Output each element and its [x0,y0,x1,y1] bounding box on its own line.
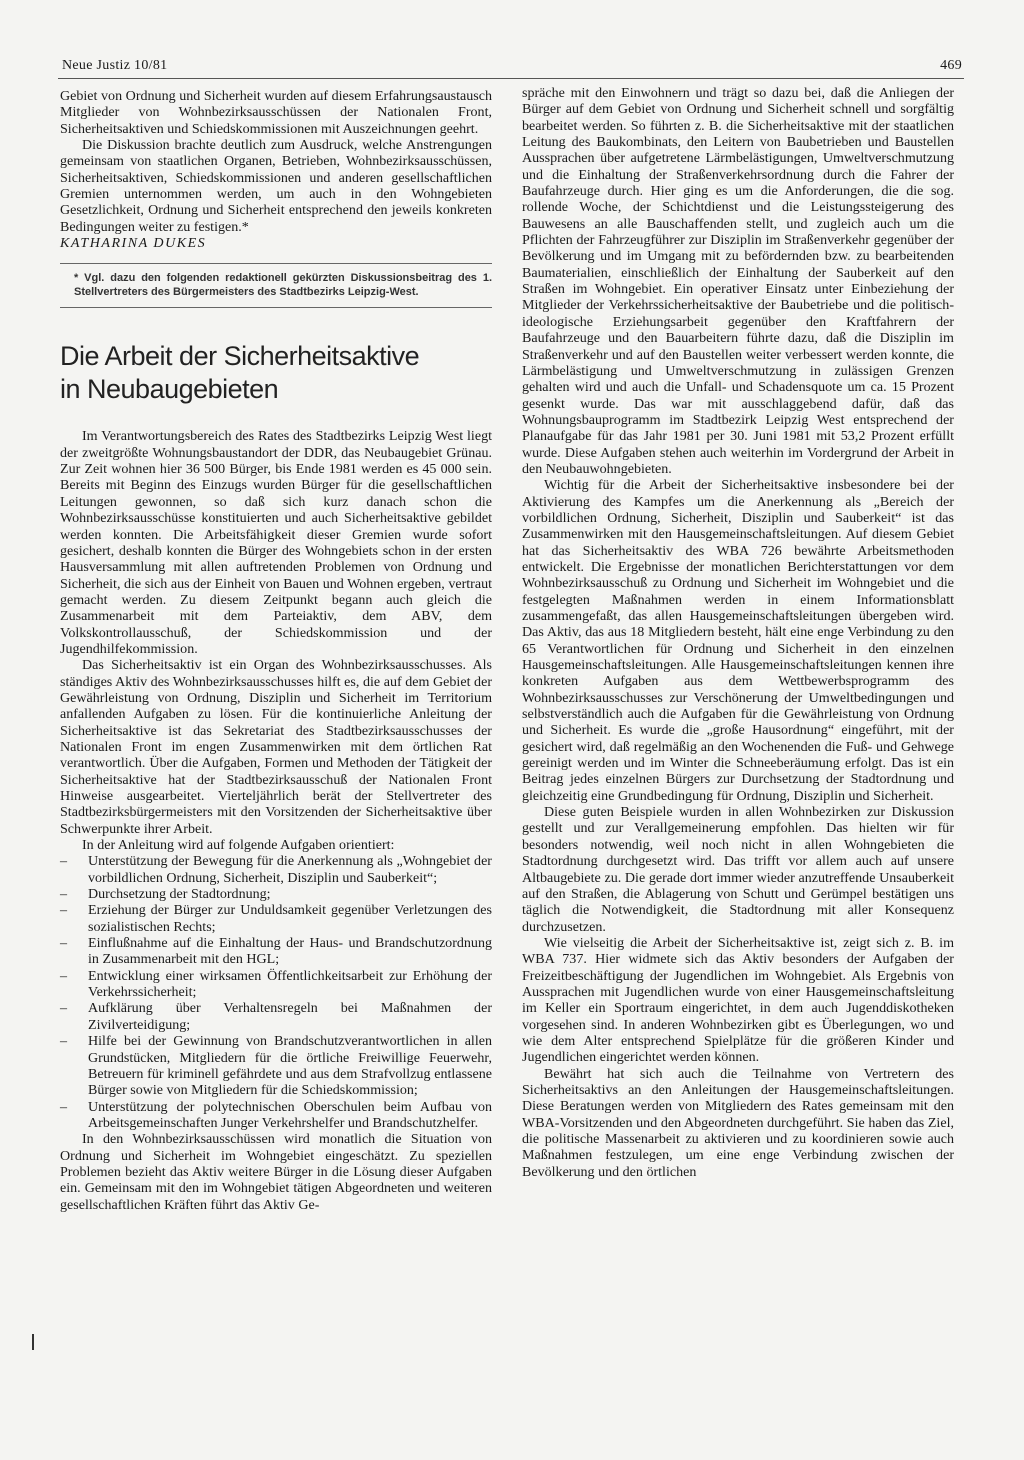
page-number: 469 [940,58,962,73]
paragraph: Bewährt hat sich auch die Teilnahme von Vertretern des Sicherheitsaktivs an den Anleitungen der Hausgemeinschaftsleitungen. Diese Beratungen werden von Mitgliedern des Rates gemeinsam mit den WBA-Vorsitzenden und den Abgeordneten durchgeführt. Sie haben das Ziel, die politische Massenarbeit zu aktivieren und zu koordinieren sowie auch Maßnahmen festzulegen, um eine enge Verbindung zwischen der Bevölkerung und den örtlichen [522,1065,954,1180]
journal-title: Neue Justiz 10/81 [62,58,168,73]
list-item: – Durchsetzung der Stadtordnung; [60,886,492,902]
paragraph: In den Wohnbezirksausschüssen wird monatlich die Situation von Ordnung und Sicherheit im Wohngebiet eingeschätzt. Zu speziellen Problemen bezieht das Aktiv weitere Bürger in die Lösung dieser Aufgaben ein. Gemeinsam mit den im Wohngebiet tätigen Abgeordneten und weiteren gesellschaftlichen Kräften führt das Aktiv Ge- [60,1131,492,1213]
margin-mark [32,1334,34,1350]
right-column [522,85,954,1180]
title-line: Die Arbeit der Sicherheitsaktive [60,341,420,372]
paragraph: Die Diskussion brachte deutlich zum Ausdruck, welche Anstrengungen gemeinsam von staatlichen Organen, Betrieben, Wohnbezirksausschüssen, Sicherheitsaktiven, Schiedskommissionen und anderen gesellschaftlichen Gremien unternommen werden, um auch in den Wohngebieten Gesetzlichkeit, Ordnung und Sicherheit entsprechend den jeweils konkreten Bedingungen weiter zu festigen.* [60,137,492,235]
header-rule [58,78,964,79]
title-line: in Neubaugebieten [60,374,279,405]
paragraph: Wie vielseitig die Arbeit der Sicherheitsaktive ist, zeigt sich z. B. im WBA 737. Hier widmete sich das Aktiv besonders der Aufgaben der Freizeitbeschäftigung der Jugendlichen im Wohngebiet. Als Ergebnis von Aussprachen mit Jugendlichen wurde von einer Hausgemeinschaftsleitung im Keller ein Sportraum eingerichtet, in dem auch Jugenddiskotheken vorgesehen sind. In anderen Wohnbezirken gibt es Überlegungen, wo und wie dem Alter entsprechend Spielplätze für die größeren Kinder und Jugendlichen eingerichtet werden können. [522,934,954,1066]
list-item: – Erziehung der Bürger zur Unduldsamkeit gegenüber Verletzungen des sozialistischen Rechts; [60,902,492,935]
list-item: – Unterstützung der polytechnischen Oberschulen beim Aufbau von Arbeitsgemeinschaften Junger Verkehrshelfer und Brandschutzhelfer. [60,1099,492,1132]
paragraph: In der Anleitung wird auf folgende Aufgaben orientiert: [82,837,395,854]
paragraph: Wichtig für die Arbeit der Sicherheitsaktive insbesondere bei der Aktivierung des Kampfes um die Anerkennung als „Bereich der vorbildlichen Ordnung, Sicherheit, Disziplin und Sauberkeit“ ist das Zusammenwirken mit den Hausgemeinschaftsleitungen. Auf diesem Gebiet hat das Sicherheitsaktiv des WBA 726 bewährte Arbeitsmethoden entwickelt. Die Ergebnisse der monatlichen Berichterstattungen vor dem Wohnbezirksausschuß zu Ordnung und Sicherheit im Wohngebiet und die festgelegten Maßnahmen werden in einem Informationsblatt zusammengefaßt, das allen Hausgemeinschaftsleitungen übergeben wird. Das Aktiv, das aus 18 Mitgliedern besteht, hält eine enge Verbindung zu den 65 Verantwortlichen für Ordnung und Sicherheit in den einzelnen Hausgemeinschaftsleitungen. Alle Hausgemeinschaftsleitungen kennen ihre konkreten Aufgaben aus dem Wettbewerbsprogramm des Wohnbezirksausschusses zur Verschönerung der Umweltbedingungen und selbstverständlich auch die Aufgaben für die Gewährleistung von Ordnung und Sicherheit. Es wurde die „große Hausordnung“ eingeführt, mit der gesichert wird, daß regelmäßig an den Wochenenden die Fuß- und Gehwege gereinigt werden und im Winter die Schneeberäumung erfolgt. Das ist ein Beitrag jedes einzelnen Bürgers zur Durchsetzung der Stadtordnung und gleichzeitig eine Grundbedingung für Ordnung, Disziplin und Sicherheit. [522,477,954,804]
paragraph: Diese guten Beispiele wurden in allen Wohnbezirken zur Diskussion gestellt und zur Verallgemeinerung empfohlen. Das hielten wir für besonders notwendig, weil noch nicht in allen Wohngebieten die Stadtordnung durchgesetzt wird. Das trifft vor allem auch auf unsere Altbaugebiete zu. Die gerade dort immer wieder anzutreffende Unsauberkeit auf den Straßen, die Ablagerung von Schutt und Gerümpel bestätigen uns täglich die Notwendigkeit, die Stadtordnung mit aller Konsequenz durchzusetzen. [522,804,954,935]
footnote-rule [60,263,492,264]
task-list [60,853,492,1131]
paragraph: Das Sicherheitsaktiv ist ein Organ des Wohnbezirksausschusses. Als ständiges Aktiv des Wohnbezirksausschusses hilft es, die auf dem Gebiet der Gewährleistung von Ordnung, Disziplin und Sicherheit im Territorium anfallenden Aufgaben zu lösen. Für die kontinuierliche Anleitung der Sicherheitsaktive ist das Sekretariat des Stadtbezirksausschusses der Nationalen Front im engen Zusammenwirken mit dem örtlichen Rat verantwortlich. Über die Aufgaben, Formen und Methoden der Tätigkeit der Sicherheitsaktive hat der Stadtbezirksausschuß der Nationalen Front Hinweise ausgearbeitet. Vierteljährlich berät der Stellvertreter des Stadtbezirksbürgermeisters mit den Vorsitzenden der Sicherheitsaktive über Schwerpunkte ihrer Arbeit. [60,657,492,837]
author-signature: KATHARINA DUKES [60,235,207,252]
paragraph: Gebiet von Ordnung und Sicherheit wurden auf diesem Erfahrungsaustausch Mitglieder von Wohnbezirksausschüssen der Nationalen Front, Sicherheitsaktiven und Schiedskommissionen mit Auszeichnungen geehrt. [60,88,492,137]
article-title [60,340,492,406]
paragraph: spräche mit den Einwohnern und trägt so dazu bei, daß die Anliegen der Bürger auf dem Gebiet von Ordnung und Sicherheit schnell und sorgfältig bearbeitet werden. So führten z. B. die Sicherheitsaktive mit der staatlichen Leitung des Baukombinats, den Leitern von Baubetrieben und Baustellen Aussprachen über aufgetretene Lärmbelästigungen, Umweltverschmutzung und die Einhaltung der Straßenverkehrsordnung durch die Fahrer der Baufahrzeuge durch. Hier ging es um die Anforderungen, die die sog. rollende Woche, der Schichtdienst und die Leistungssteigerung des Bauwesens an alle Bauschaffenden stellt, und zugleich auch um die Pflichten der Fahrzeugführer zur Disziplin im Straßenverkehr gegenüber der Bevölkerung und im Umgang mit zu befördernden bzw. zu bearbeitenden Baumaterialien, einschließlich der Einhaltung der Sauberkeit auf den Straßen im Wohngebiet. Ein operativer Einsatz unter Einbeziehung der Mitglieder der Verkehrssicherheitsaktive der Baubetriebe und die politisch-ideologische Erziehungsarbeit gegenüber den Kraftfahrern der Baufahrzeuge und den Bauarbeitern führte dazu, daß die Disziplin im Straßenverkehr und auf den Baustellen weiter verbessert werden konnte, die Lärmbelästigung und Umweltverschmutzung in zulässigen Grenzen gehalten wird und auch die Unfall- und Schadensquote um ca. 15 Prozent gesenkt wurde. Das war mit ausschlaggebend dafür, daß das Wohnungsbauprogramm im Stadtbezirk Leipzig West entsprechend der Planaufgabe für das Jahr 1981 per 30. Juni 1981 mit 53,2 Prozent erfüllt wurde. Diese Aufgaben stehen auch weiterhin im Vordergrund der Arbeit in den Neubauwohngebieten. [522,85,954,477]
footnote: * Vgl. dazu den folgenden redaktionell gekürzten Diskussionsbeitrag des 1. Stellvertreters des Bürgermeisters des Stadtbezirks Leipzig-West. [74,272,492,298]
left-column [60,88,492,1213]
list-item: – Aufklärung über Verhaltensregeln bei Maßnahmen der Zivilverteidigung; [60,1000,492,1033]
list-item: – Einflußnahme auf die Einhaltung der Haus- und Brandschutzordnung in Zusammenarbeit mit den HGL; [60,935,492,968]
list-item: – Unterstützung der Bewegung für die Anerkennung als „Wohngebiet der vorbildlichen Ordnung, Sicherheit, Disziplin und Sauberkeit“; [60,853,492,886]
footnote-rule-bottom [60,307,492,308]
list-item: – Hilfe bei der Gewinnung von Brandschutzverantwortlichen in allen Grundstücken, Mitgliedern für die örtliche Freiwillige Feuerwehr, Betreuern für kriminell gefährdete und aus dem Strafvollzug entlassene Bürger sowie von Mitgliedern für die Schiedskommission; [60,1033,492,1098]
list-item: – Entwicklung einer wirksamen Öffentlichkeitsarbeit zur Erhöhung der Verkehrssicherheit; [60,968,492,1001]
page-header [62,58,962,80]
paragraph: Im Verantwortungsbereich des Rates des Stadtbezirks Leipzig West liegt der zweitgrößte Wohnungsbaustandort der DDR, das Neubaugebiet Grünau. Zur Zeit wohnen hier 36 500 Bürger, bis Ende 1981 werden es 45 000 sein. Bereits mit Beginn des Einzugs wurden Bürger für die gesellschaftlichen Leitungen gewonnen, so daß sich kurz danach schon die Wohnbezirksausschüsse konstituierten und auch Sicherheitsaktive gebildet werden konnten. Die Arbeitsfähigkeit dieser Gremien wurde sofort gesichert, deshalb konnten die Bürger des Wohngebiets schon in der ersten Hausversammlung mit allen auftretenden Problemen von Ordnung und Sicherheit, die sich aus der Einheit von Bauen und Wohnen ergeben, vertraut gemacht werden. Zu diesem Zeitpunkt begann auch gleich die Zusammenarbeit mit dem Parteiaktiv, dem ABV, dem Volkskontrollausschuß, der Schiedskommission und der Jugendhilfekommission. [60,428,492,657]
